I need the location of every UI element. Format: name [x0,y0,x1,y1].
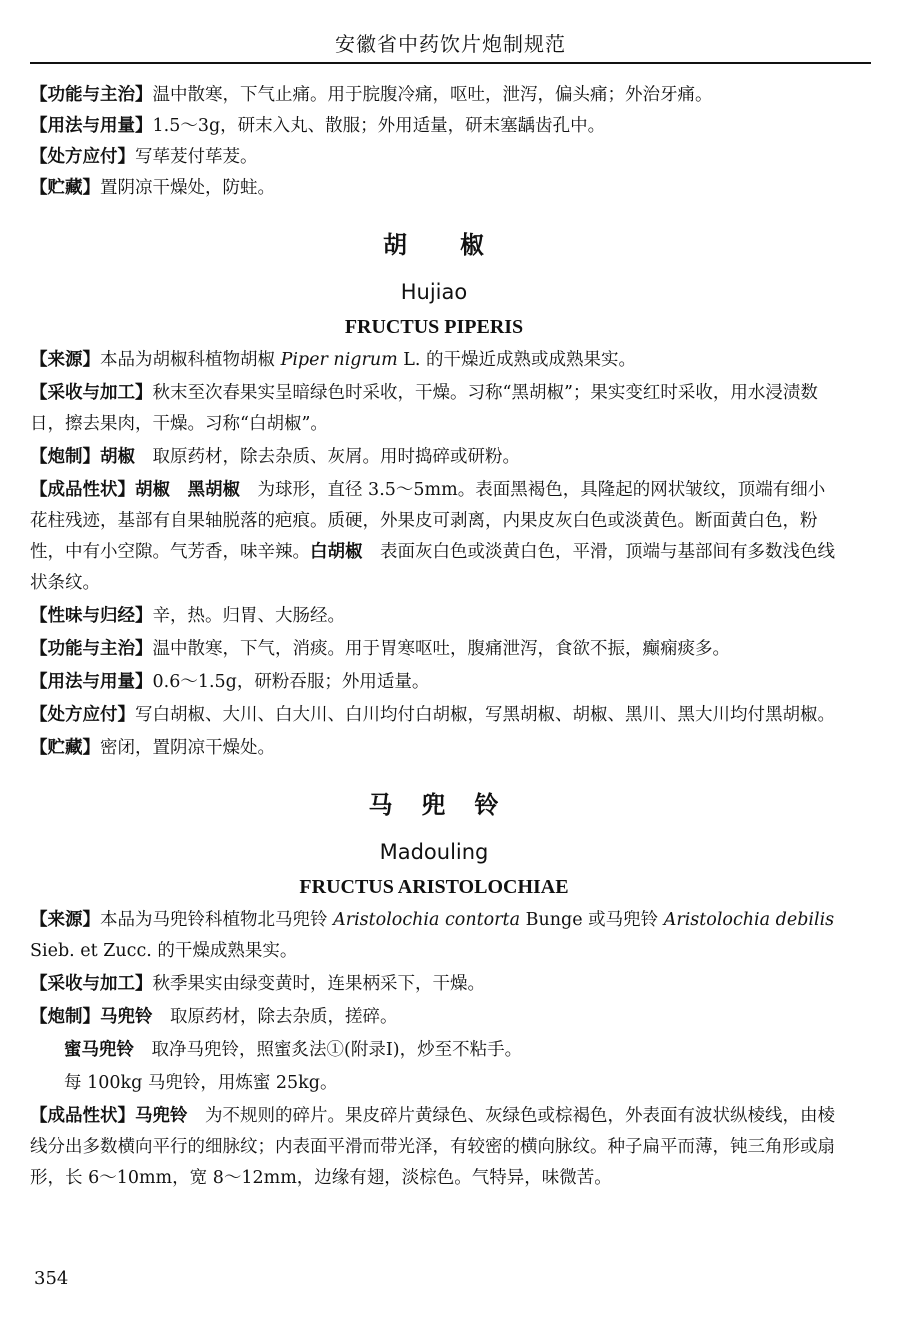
entry-pinyin: Hujiao [400,280,468,304]
title-char: 椒 [460,231,485,259]
sub-heading: 马兜铃 [135,1106,188,1126]
para-text: 写荜茇付荜茇。 [135,147,258,167]
para-text: 写白胡椒、大川、白大川、白川均付白胡椒，写黑胡椒、胡椒、黑川、黑大川均付黑胡椒。 [135,705,835,725]
sub-heading: 蜜马兜铃 [64,1040,134,1060]
para-text: 取净马兜铃，照蜜炙法①(附录Ⅰ)，炒至不粘手。 [134,1040,523,1060]
prev-storage-para [30,173,838,204]
section-tag: 【处方应付】 [30,705,135,725]
para-text: 0.6～1.5g，研粉吞服；外用适量。 [152,672,430,692]
section-tag: 【处方应付】 [30,147,135,167]
para-text: 密闭，置阴凉干燥处。 [100,738,275,758]
title-char: 兜 [421,791,447,819]
para-text: 1.5～3g，研末入丸、散服；外用适量，研末塞龋齿孔中。 [152,116,606,136]
para-text: 为不规则的碎片。果皮碎片黄绿色、灰绿色或棕褐色，外表面有波状纵棱线，由棱线分出多数横向平行的细脉纹；内表面平滑而带光泽，有较密的横向脉纹。种子扁平而薄，钝三角形或扇形，长 6～10mm，宽 8～12mm，边缘有翅，淡棕色。气特异，味微苦。 [30,1106,835,1188]
para-text: 本品为胡椒科植物胡椒 [100,350,281,370]
para-text: 秋季果实由绿变黄时，连果柄采下，干燥。 [152,974,485,994]
section-tag: 【功能与主治】 [30,639,153,659]
prev-prescription-para [30,142,838,173]
header-rule [30,62,871,64]
species-name: Piper nigrum [280,350,398,370]
para-text: 表面灰白色或淡黄白色，平滑，顶端与基部间有多数浅色线状条纹。 [30,542,835,593]
entry-pinyin: Madouling [379,840,489,864]
section-tag: 【成品性状】 [30,1106,135,1126]
harvest-para [30,969,838,1000]
prev-dosage-para [30,111,838,142]
section-tag: 【来源】 [30,350,100,370]
nature-para [30,601,838,632]
title-char: 铃 [474,791,500,819]
species-name: Aristolochia debilis [663,910,835,930]
honey-processing-para [30,1035,838,1066]
prescription-para [30,700,838,731]
section-tag: 【功能与主治】 [30,85,153,105]
section-tag: 【来源】 [30,910,100,930]
running-header: 安徽省中药饮片炮制规范 [335,32,566,56]
page-number: 354 [34,1268,69,1289]
character-para [30,475,838,599]
source-para [30,905,838,967]
sub-heading: 马兜铃 [100,1007,153,1027]
function-para [30,634,838,665]
section-tag: 【成品性状】 [30,480,135,500]
para-text: 秋末至次春果实呈暗绿色时采收，干燥。习称“黑胡椒”；果实变红时采收，用水浸渍数日，擦去果肉，干燥。习称“白胡椒”。 [30,383,818,434]
harvest-para [30,378,838,440]
species-name: Aristolochia contorta [333,910,521,930]
processing-para [30,1002,838,1033]
sub-heading: 胡椒 [135,480,170,500]
dosage-para [30,667,838,698]
para-text: 为球形，直径 3.5～5mm。表面黑褐色，具隆起的网状皱纹，顶端有细小花柱残迹，基部有自果轴脱落的疤痕。质硬，外果皮可剥离，内果皮灰白色或淡黄色。断面黄白色，粉性，中有小空隙。气芳香，味辛辣。 [30,480,826,562]
section-tag: 【用法与用量】 [30,116,153,136]
section-tag: 【贮藏】 [30,178,100,198]
sub-heading: 白胡椒 [310,542,363,562]
section-tag: 【贮藏】 [30,738,100,758]
para-text: 辛，热。归胃、大肠经。 [152,606,345,626]
para-text: 取原药材，除去杂质，搓碎。 [152,1007,398,1027]
character-para [30,1101,838,1194]
section-tag: 【炮制】 [30,1007,100,1027]
para-text: 本品为马兜铃科植物北马兜铃 [100,910,334,930]
processing-para [30,442,838,473]
entry-title-madouling [30,790,838,821]
entry-title-hujiao [30,230,838,261]
para-text: 置阴凉干燥处，防蛀。 [100,178,275,198]
source-para [30,345,838,376]
para-text: 取原药材，除去杂质、灰屑。用时捣碎或研粉。 [135,447,520,467]
para-text: L. 的干燥近成熟或成熟果实。 [397,350,637,370]
para-text: Sieb. et Zucc. 的干燥成熟果实。 [30,941,298,961]
section-tag: 【用法与用量】 [30,672,153,692]
section-tag: 【采收与加工】 [30,974,153,994]
section-tag: 【炮制】 [30,447,100,467]
section-tag: 【性味与归经】 [30,606,153,626]
section-tag: 【采收与加工】 [30,383,153,403]
para-text: 温中散寒，下气，消痰。用于胃寒呕吐，腹痛泄泻，食欲不振，癫痫痰多。 [152,639,730,659]
page-content [30,80,838,1194]
title-char: 马 [368,791,394,819]
prev-function-para [30,80,838,111]
entry-latin-name: FRUCTUS PIPERIS [344,316,524,338]
storage-para [30,733,838,764]
entry-latin-name: FRUCTUS ARISTOLOCHIAE [299,876,569,898]
para-text: 温中散寒，下气止痛。用于脘腹冷痛，呕吐，泄泻，偏头痛；外治牙痛。 [152,85,713,105]
para-text: Bunge 或马兜铃 [520,910,664,930]
sub-heading: 黑胡椒 [187,480,240,500]
honey-note-para: 每 100kg 马兜铃，用炼蜜 25kg。 [64,1073,338,1093]
title-char: 胡 [383,231,408,259]
sub-heading: 胡椒 [100,447,135,467]
